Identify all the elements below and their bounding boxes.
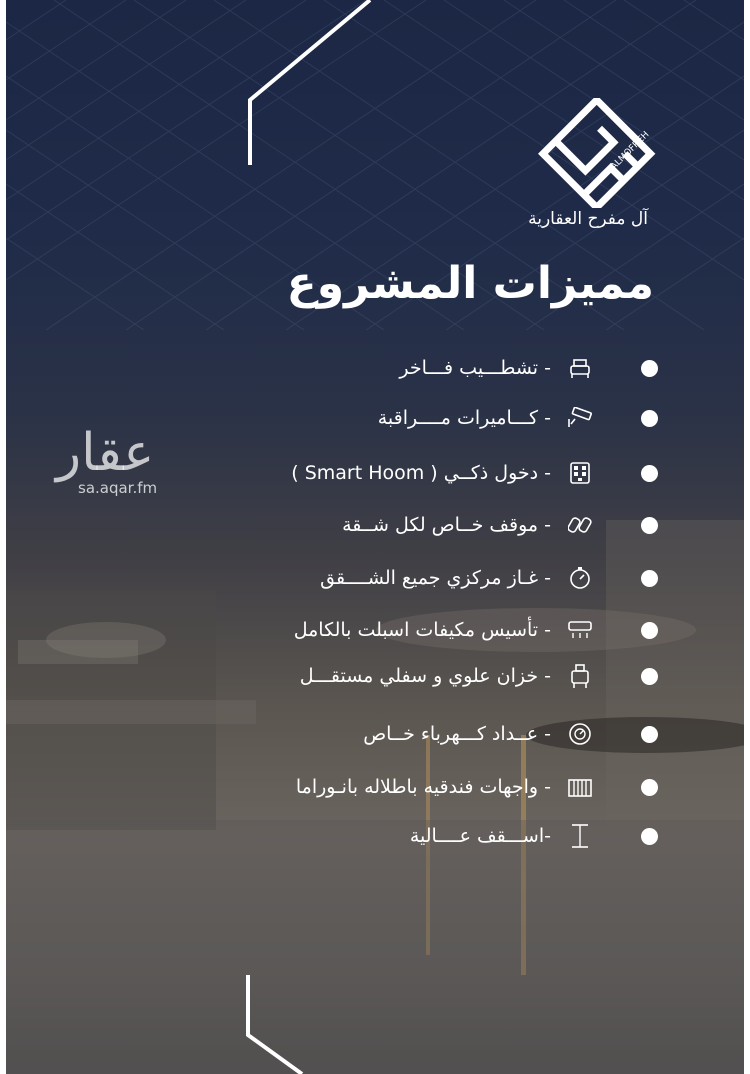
feature-item [218,658,658,694]
bullet-icon [641,517,658,534]
bed-sofa-icon [565,353,595,383]
feature-label: -اســـقف عــــالية [409,825,551,847]
gas-meter-icon [565,563,595,593]
feature-label: - واجهات فندقيه باطلاله بانـوراما [295,776,551,798]
feature-item [218,507,658,543]
smart-lock-icon [565,458,595,488]
page-title: مميزات المشروع [286,258,654,309]
svg-text:ALMOFREH: ALMOFREH [609,129,652,173]
frame-line-top [244,0,384,170]
brand-logo [536,98,656,208]
bullet-icon [641,779,658,796]
bullet-icon [641,465,658,482]
feature-label: - موقف خــاص لكل شــقة [342,514,551,536]
air-conditioner-icon [565,615,595,645]
feature-label: - تشطـــيب فـــاخر [399,357,551,379]
frame-line-bottom [242,975,322,1074]
security-camera-icon [565,403,595,433]
bullet-icon [641,570,658,587]
feature-item [218,560,658,596]
brand-name: آل مفرح العقارية [528,209,648,229]
feature-label: - دخول ذكــي ( Smart Hoom ) [291,462,551,484]
watermark-url: sa.aqar.fm [78,479,158,497]
ceiling-height-icon [565,821,595,851]
feature-label: - كـــاميرات مــــراقبة [377,407,551,429]
electric-meter-icon [565,719,595,749]
feature-label: - غـاز مركزي جميع الشــــقق [320,567,551,589]
feature-item [218,818,658,854]
water-tank-icon [565,661,595,691]
feature-item [218,350,658,386]
bullet-icon [641,622,658,639]
parking-icon [565,510,595,540]
building-facade-icon [565,772,595,802]
feature-label: - عــداد كـــهرباء خــاص [363,723,551,745]
feature-item [218,716,658,752]
feature-item [218,769,658,805]
bullet-icon [641,828,658,845]
feature-label: - تأسيس مكيفات اسبلت بالكامل [293,619,551,641]
feature-item [218,400,658,436]
bullet-icon [641,360,658,377]
bullet-icon [641,726,658,743]
feature-item [218,455,658,491]
feature-item [218,612,658,648]
bullet-icon [641,410,658,427]
bullet-icon [641,668,658,685]
feature-label: - خزان علوي و سفلي مستقـــل [299,665,551,687]
poster [6,0,744,1074]
watermark-logo: عقار [56,423,155,483]
